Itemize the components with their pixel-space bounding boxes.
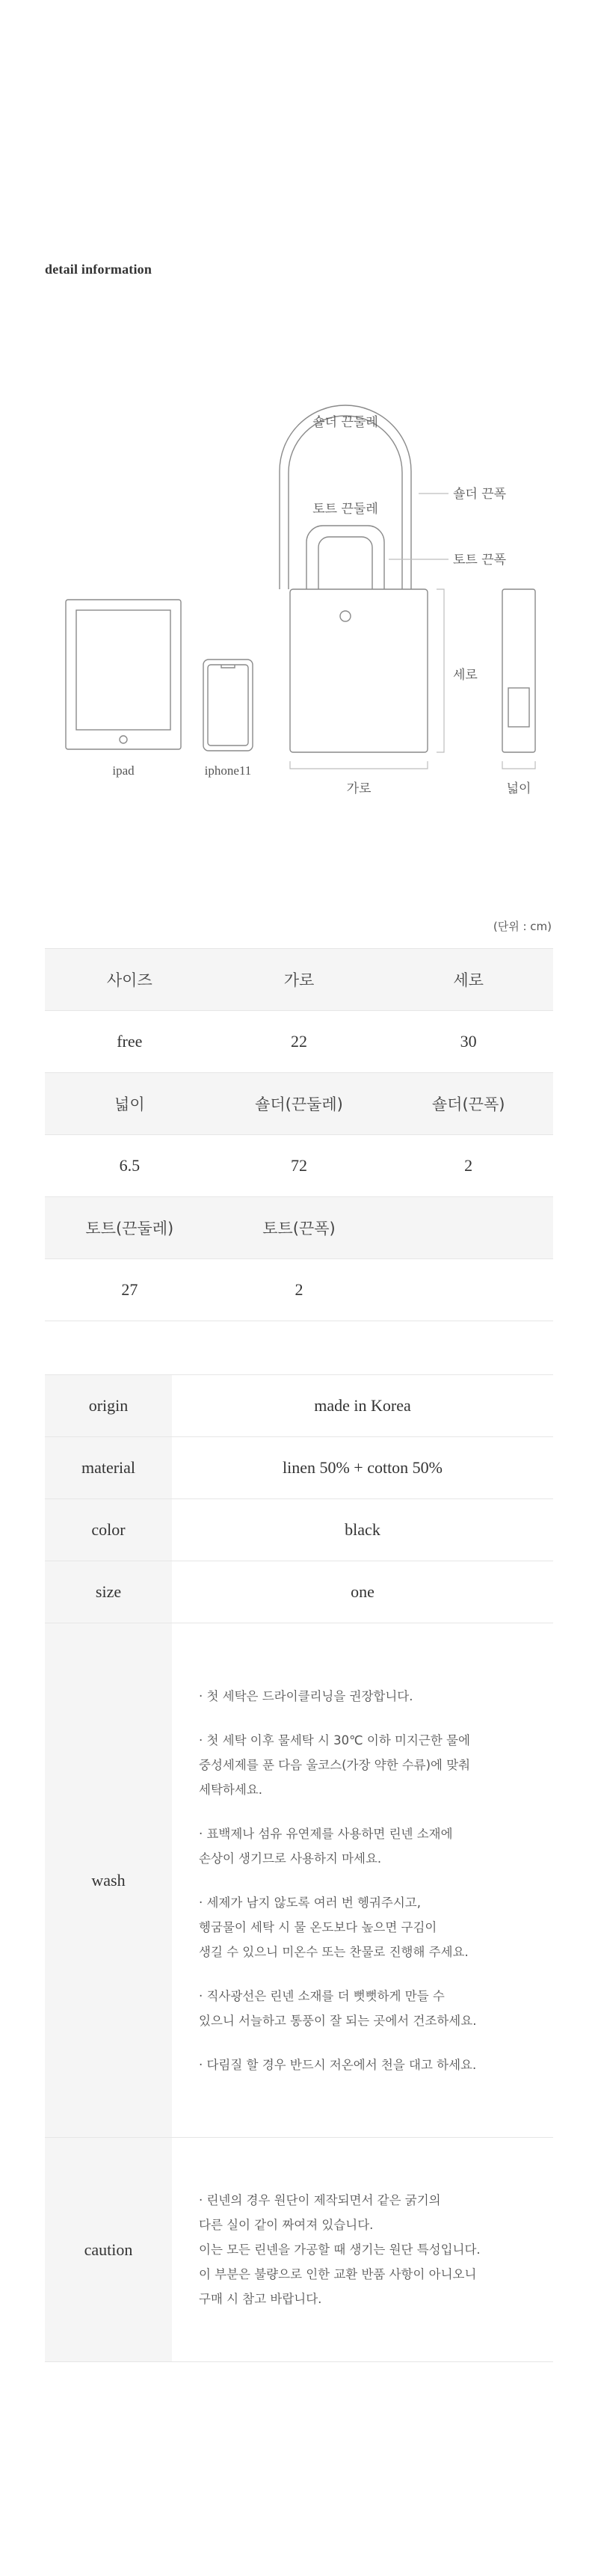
width-dimension-line [290, 761, 428, 769]
info-row-color [45, 1499, 553, 1561]
size-table [45, 948, 553, 1321]
size-head-row [45, 1073, 553, 1135]
caution-note [172, 2138, 553, 2362]
info-label: color [45, 1499, 172, 1561]
wash-instructions [172, 1623, 553, 2138]
size-cell: 토트(끈둘레) [45, 1197, 215, 1259]
label-iphone: iphone11 [204, 763, 252, 778]
size-cell: 27 [45, 1259, 215, 1321]
info-value: one [172, 1561, 553, 1623]
size-cell: 숄더(끈폭) [383, 1073, 553, 1135]
product-info-table [45, 1374, 553, 2362]
bag-side-view [502, 589, 535, 752]
caution-text: · 린넨의 경우 원단이 제작되면서 같은 굵기의 다른 실이 같이 짜여져 있습니다. 이는 모든 린넨을 가공할 때 생기는 원단 특성입니다. 이 부분은 불량으로 인한 교환 반품 사항이 아니오니 구매 시 참고 바랍니다. [199, 2193, 481, 2306]
label-shoulder-strap-width: 숄더 끈폭 [453, 487, 507, 502]
label-height: 세로 [453, 668, 478, 683]
info-label: material [45, 1437, 172, 1499]
size-cell [383, 1259, 553, 1321]
ipad-home-button [120, 736, 127, 743]
info-row-material [45, 1437, 553, 1499]
info-value: made in Korea [172, 1375, 553, 1437]
info-label: origin [45, 1375, 172, 1437]
size-cell: 숄더(끈둘레) [215, 1073, 384, 1135]
size-cell: 세로 [383, 949, 553, 1011]
size-value-row [45, 1259, 553, 1321]
info-row-size [45, 1561, 553, 1623]
size-head-row [45, 949, 553, 1011]
info-row-origin [45, 1375, 553, 1437]
height-dimension-line [437, 589, 444, 752]
label-ipad: ipad [112, 763, 135, 778]
size-cell: 72 [215, 1135, 384, 1197]
label-tote-strap-width: 토트 끈폭 [453, 553, 507, 568]
size-head-row [45, 1197, 553, 1259]
size-cell: 6.5 [45, 1135, 215, 1197]
list-item: · 첫 세탁은 드라이클리닝을 권장합니다. [199, 1688, 413, 1703]
label-width: 가로 [346, 781, 372, 796]
bag-side-pocket [508, 688, 529, 727]
list-item: · 첫 세탁 이후 물세탁 시 30℃ 이하 미지근한 물에 중성세제를 푼 다음 울코스(가장 약한 수류)에 맞춰 세탁하세요. [199, 1733, 471, 1797]
size-cell: 가로 [215, 949, 384, 1011]
diagram-svg [0, 389, 598, 808]
tote-handle-inner [318, 537, 372, 589]
size-cell: 2 [383, 1135, 553, 1197]
size-diagram [0, 389, 598, 808]
depth-dimension-line [502, 761, 535, 769]
label-tote-strap-length: 토트 끈둘레 [312, 502, 378, 517]
ipad-outline [66, 600, 181, 749]
size-cell: free [45, 1011, 215, 1073]
shoulder-strap-outer [280, 405, 411, 589]
list-item: · 표백제나 섬유 유연제를 사용하면 린넨 소재에 손상이 생기므로 사용하지 마세요. [199, 1826, 453, 1866]
info-value: linen 50% + cotton 50% [172, 1437, 553, 1499]
iphone-screen [208, 665, 248, 746]
info-label: wash [45, 1623, 172, 2138]
size-cell: 22 [215, 1011, 384, 1073]
ipad-screen [76, 610, 170, 730]
bag-body [290, 589, 428, 752]
size-cell: 넓이 [45, 1073, 215, 1135]
list-item: · 세제가 남지 않도록 여러 번 헹궈주시고, 헹굼물이 세탁 시 물 온도보다 높으면 구김이 생길 수 있으니 미온수 또는 찬물로 진행해 주세요. [199, 1895, 469, 1959]
info-row-wash [45, 1623, 553, 2138]
info-label: caution [45, 2138, 172, 2362]
list-item: · 다림질 할 경우 반드시 저온에서 천을 대고 하세요. [199, 2057, 477, 2072]
section-title: detail information [45, 262, 152, 277]
size-value-row [45, 1011, 553, 1073]
bag-logo-patch [340, 611, 351, 621]
size-cell [383, 1197, 553, 1259]
label-shoulder-strap-length: 숄더 끈둘레 [312, 415, 378, 430]
size-value-row [45, 1135, 553, 1197]
size-cell: 30 [383, 1011, 553, 1073]
size-cell: 토트(끈폭) [215, 1197, 384, 1259]
iphone-outline [203, 660, 253, 751]
size-unit-note: (단위 : cm) [493, 920, 552, 933]
info-value: black [172, 1499, 553, 1561]
size-cell: 사이즈 [45, 949, 215, 1011]
info-label: size [45, 1561, 172, 1623]
label-depth: 넓이 [506, 781, 531, 796]
info-row-caution [45, 2138, 553, 2362]
list-item: · 직사광선은 린넨 소재를 더 뻣뻣하게 만들 수 있으니 서늘하고 통풍이 잘 되는 곳에서 건조하세요. [199, 1988, 477, 2028]
size-cell: 2 [215, 1259, 384, 1321]
